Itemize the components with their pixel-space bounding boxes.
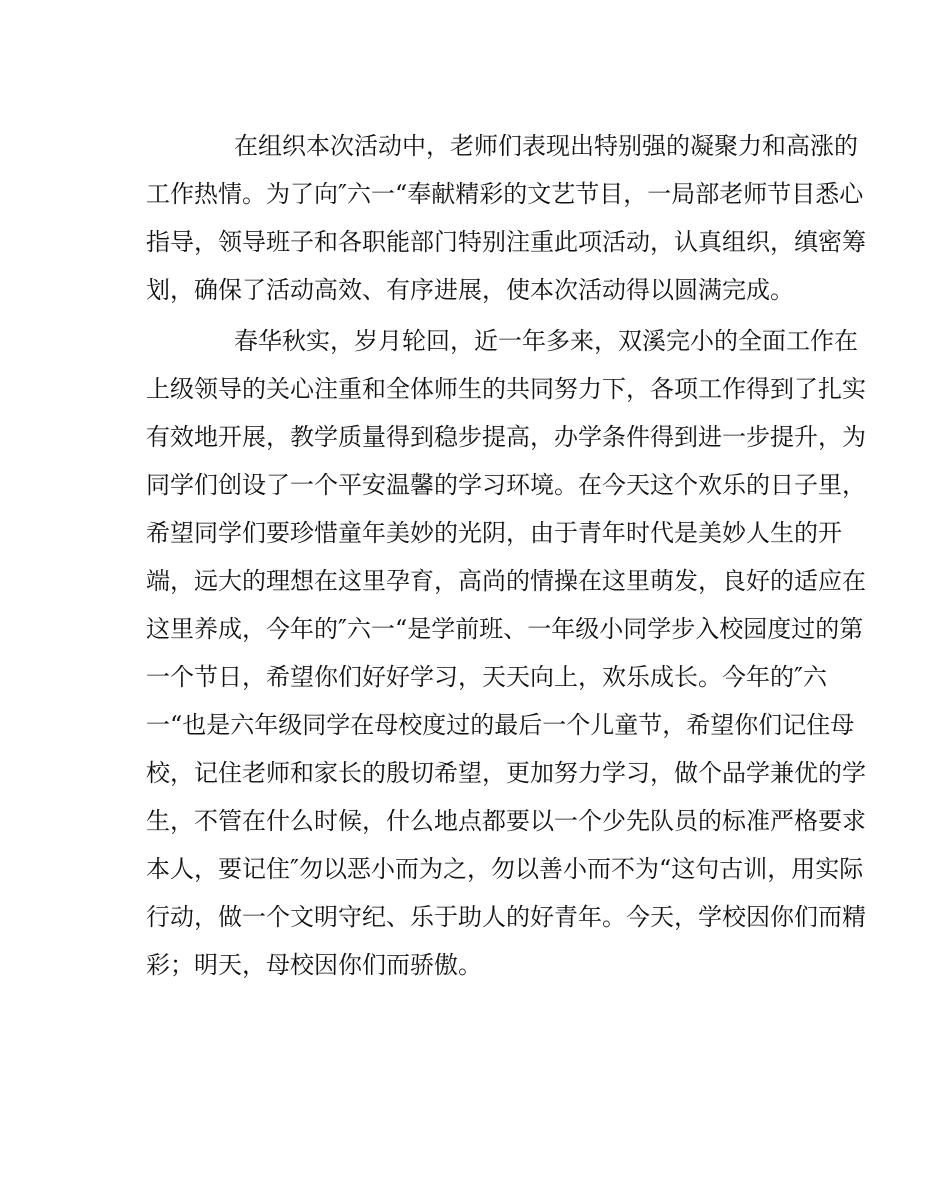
paragraph-2-line-13: 行动，做一个文明守纪、乐于助人的好青年。今天，学校因你们而精 [146, 903, 866, 931]
paragraph-1-line-2: 工作热情。为了向″六一“奉献精彩的文艺节目，一局部老师节目悉心 [146, 180, 864, 208]
paragraph-2-line-14: 彩；明天，母校因你们而骄傲。 [146, 951, 482, 979]
paragraph-2-line-6: 端，远大的理想在这里孕育，高尚的情操在这里萌发，良好的适应在 [146, 567, 866, 595]
paragraph-1-line-1: 在组织本次活动中，老师们表现出特别强的凝聚力和高涨的 [234, 132, 858, 160]
paragraph-1-line-3: 指导，领导班子和各职能部门特别注重此项活动，认真组织，缜密筹 [146, 228, 866, 256]
paragraph-2-line-2: 上级领导的关心注重和全体师生的共同努力下，各项工作得到了扎实 [146, 375, 866, 403]
paragraph-2-line-8: 一个节日，希望你们好好学习，天天向上，欢乐成长。今年的″六 [146, 663, 827, 691]
paragraph-2-line-9: 一“也是六年级同学在母校度过的最后一个儿童节，希望你们记住母 [146, 711, 855, 739]
paragraph-2-line-7: 这里养成，今年的″六一“是学前班、一年级小同学步入校园度过的第 [146, 615, 864, 643]
paragraph-2-line-5: 希望同学们要珍惜童年美妙的光阴，由于青年时代是美妙人生的开 [146, 519, 842, 547]
paragraph-2-line-12: 本人，要记住″勿以恶小而为之，勿以善小而不为“这句古训，用实际 [146, 855, 864, 883]
paragraph-2-line-11: 生，不管在什么时候，什么地点都要以一个少先队员的标准严格要求 [146, 807, 866, 835]
paragraph-1-line-4: 划，确保了活动高效、有序进展，使本次活动得以圆满完成。 [146, 276, 794, 304]
paragraph-2-line-4: 同学们创设了一个平安温馨的学习环境。在今天这个欢乐的日子里， [146, 471, 866, 499]
paragraph-2-line-10: 校，记住老师和家长的殷切希望，更加努力学习，做个品学兼优的学 [146, 759, 866, 787]
paragraph-2-line-1: 春华秋实，岁月轮回，近一年多来，双溪完小的全面工作在 [234, 327, 858, 355]
paragraph-2-line-3: 有效地开展，教学质量得到稳步提高，办学条件得到进一步提升，为 [146, 423, 866, 451]
